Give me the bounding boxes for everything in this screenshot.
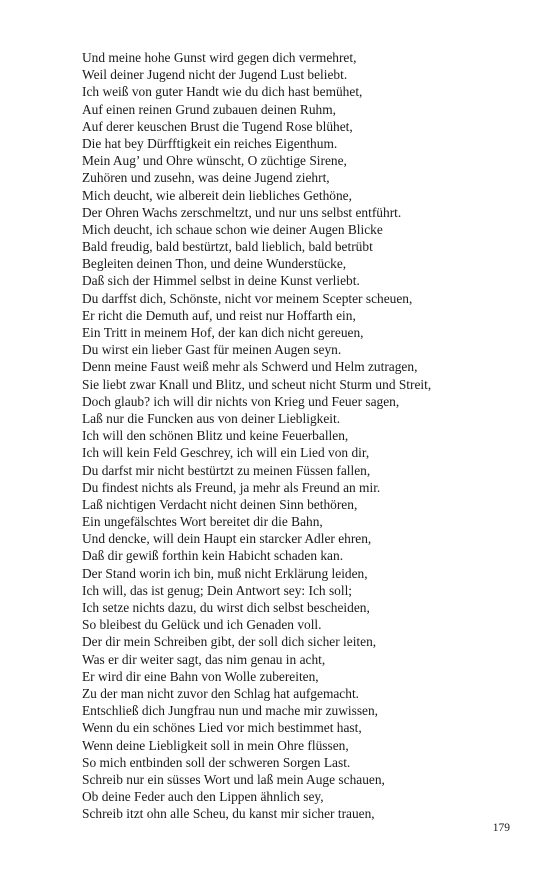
poem-line: Schreib nur ein süsses Wort und laß mein Auge schauen, — [82, 771, 385, 787]
poem-line: Du wirst ein lieber Gast für meinen Augen seyn. — [82, 342, 342, 358]
poem-line: Weil deiner Jugend nicht der Jugend Lust beliebt. — [82, 67, 348, 83]
poem-line: Ob deine Feder auch den Lippen ähnlich sey, — [82, 789, 324, 805]
poem-line: Ein ungefälschtes Wort bereitet dir die Bahn, — [82, 514, 323, 530]
poem-line: Begleiten deinen Thon, und deine Wunderstücke, — [82, 256, 347, 272]
poem-line: Ich weiß von guter Handt wie du dich hast bemühet, — [82, 84, 363, 100]
poem-line: Zuhören und zusehn, was deine Jugend ziehrt, — [82, 170, 330, 186]
poem-line: Sie liebt zwar Knall und Blitz, und scheut nicht Sturm und Streit, — [82, 376, 432, 392]
poem-line: Laß nichtigen Verdacht nicht deinen Sinn bethören, — [82, 496, 358, 512]
poem-line: Denn meine Faust weiß mehr als Schwerd und Helm zutragen, — [82, 359, 418, 375]
poem-line: Der dir mein Schreiben gibt, der soll dich sicher leiten, — [82, 634, 377, 650]
poem-line: Bald freudig, bald bestürtzt, bald lieblich, bald betrübt — [82, 239, 373, 255]
poem-line: Die hat bey Dürfftigkeit ein reiches Eigenthum. — [82, 135, 338, 151]
poem-line: Laß nur die Funcken aus von deiner Liebligkeit. — [82, 410, 341, 426]
poem-line: Er richt die Demuth auf, und reist nur Hoffarth ein, — [82, 307, 356, 323]
poem-line: Ein Tritt in meinem Hof, der kan dich nicht gereuen, — [82, 325, 364, 340]
poem-line: Ich will kein Feld Geschrey, ich will ein Lied von dir, — [82, 445, 370, 461]
poem-line: So mich entbinden soll der schweren Sorgen Last. — [82, 754, 351, 770]
poem-line: Du findest nichts als Freund, ja mehr als Freund an mir. — [82, 479, 381, 495]
poem-line: Auf einen reinen Grund zubauen deinen Ruhm, — [82, 101, 336, 117]
poem-line: Wenn du ein schönes Lied vor mich bestimmet hast, — [82, 720, 362, 736]
poem-line: Was er dir weiter sagt, das nim genau in acht, — [82, 651, 326, 667]
poem-line: Wenn deine Liebligkeit soll in mein Ohre flüssen, — [82, 737, 349, 753]
poem-line: Ich will den schönen Blitz und keine Feuerballen, — [82, 428, 349, 444]
poem-line: Er wird dir eine Bahn von Wolle zubereiten, — [82, 668, 319, 684]
poem-line: Doch glaub? ich will dir nichts von Krieg und Feuer sagen, — [82, 393, 400, 409]
poem-line: Mich deucht, ich schaue schon wie deiner Augen Blicke — [82, 221, 383, 237]
poem-line: Du darffst dich, Schönste, nicht vor meinem Scepter scheuen, — [82, 290, 413, 306]
poem-line: Daß sich der Himmel selbst in deine Kunst verliebt. — [82, 273, 360, 289]
poem-line: Mich deucht, wie albereit dein liebliches Gethöne, — [82, 187, 352, 203]
page-number: 179 — [492, 822, 510, 834]
poem-line: Schreib itzt ohn alle Scheu, du kanst mir sicher trauen, — [82, 806, 375, 822]
poem-line: Und meine hohe Gunst wird gegen dich vermehret, — [82, 50, 357, 65]
poem-line: So bleibest du Gelück und ich Genaden voll. — [82, 617, 322, 633]
poem-line: Mein Aug’ und Ohre wünscht, O züchtige Sirene, — [82, 153, 347, 169]
poem-text-block — [82, 49, 522, 822]
poem-line: Der Ohren Wachs zerschmeltzt, und nur uns selbst entführt. — [82, 204, 402, 220]
poem-line: Zu der man nicht zuvor den Schlag hat aufgemacht. — [82, 685, 360, 701]
poem-line: Auf derer keuschen Brust die Tugend Rose blühet, — [82, 118, 353, 134]
poem-line: Ich will, das ist genug; Dein Antwort sey: Ich soll; — [82, 582, 353, 598]
poem-line: Ich setze nichts dazu, du wirst dich selbst bescheiden, — [82, 600, 370, 615]
poem-line: Entschließ dich Jungfrau nun und mache mir zuwissen, — [82, 703, 379, 719]
poem-line: Du darfst mir nicht bestürtzt zu meinen Füssen fallen, — [82, 462, 371, 478]
poem-line: Daß dir gewiß forthin kein Habicht schaden kan. — [82, 548, 344, 564]
poem-line: Der Stand worin ich bin, muß nicht Erklärung leiden, — [82, 565, 368, 581]
poem-line: Und dencke, will dein Haupt ein starcker Adler ehren, — [82, 531, 372, 547]
